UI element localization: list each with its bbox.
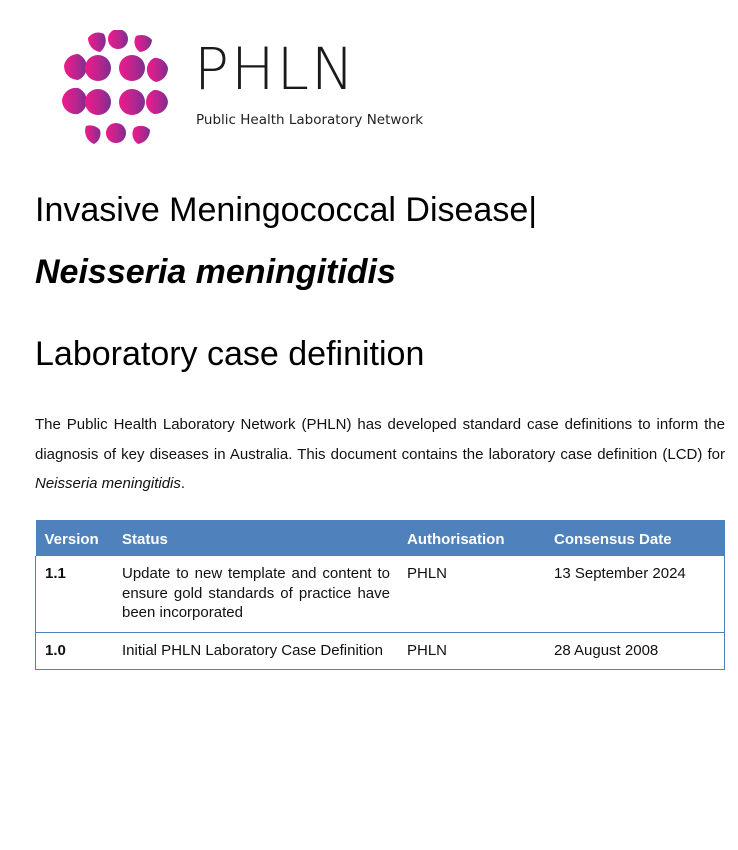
row-status: Update to new template and content to ensure gold standards of practice have been incorporated	[122, 565, 390, 621]
row-authorisation: PHLN	[407, 641, 448, 659]
table-row	[36, 556, 725, 632]
document-title: Laboratory case definition	[35, 335, 425, 373]
phln-logo	[56, 30, 424, 150]
header-status: Status	[122, 530, 168, 548]
header-version: Version	[44, 530, 99, 548]
row-authorisation: PHLN	[407, 565, 448, 582]
logo-subtitle: Public Health Laboratory Network	[196, 112, 424, 128]
intro-text: The Public Health Laboratory Network (PHLN) has developed standard case definitions to inform the diagnosis of key diseases in Australia. This document contains the laboratory case definition (LCD) for	[35, 416, 725, 463]
disease-title: Invasive Meningococcal Disease|	[35, 191, 538, 229]
row-version: 1.1	[45, 565, 66, 582]
organism-title: Neisseria meningitidis	[35, 253, 396, 291]
intro-organism: Neisseria meningitidis	[35, 475, 181, 492]
row-status: Initial PHLN Laboratory Case Definition	[122, 641, 383, 659]
version-table	[35, 520, 725, 670]
intro-end: .	[180, 475, 186, 492]
row-consensus-date: 28 August 2008	[554, 641, 659, 659]
table-header-row	[36, 520, 725, 556]
row-consensus-date: 13 September 2024	[554, 565, 686, 582]
header-consensus-date: Consensus Date	[554, 530, 672, 548]
logo-wordmark: PHLN	[194, 35, 357, 103]
dots-logo-icon	[56, 30, 181, 150]
table-row	[36, 632, 725, 670]
header-authorisation: Authorisation	[407, 530, 505, 548]
intro-paragraph	[35, 410, 725, 499]
row-version: 1.0	[45, 641, 66, 659]
